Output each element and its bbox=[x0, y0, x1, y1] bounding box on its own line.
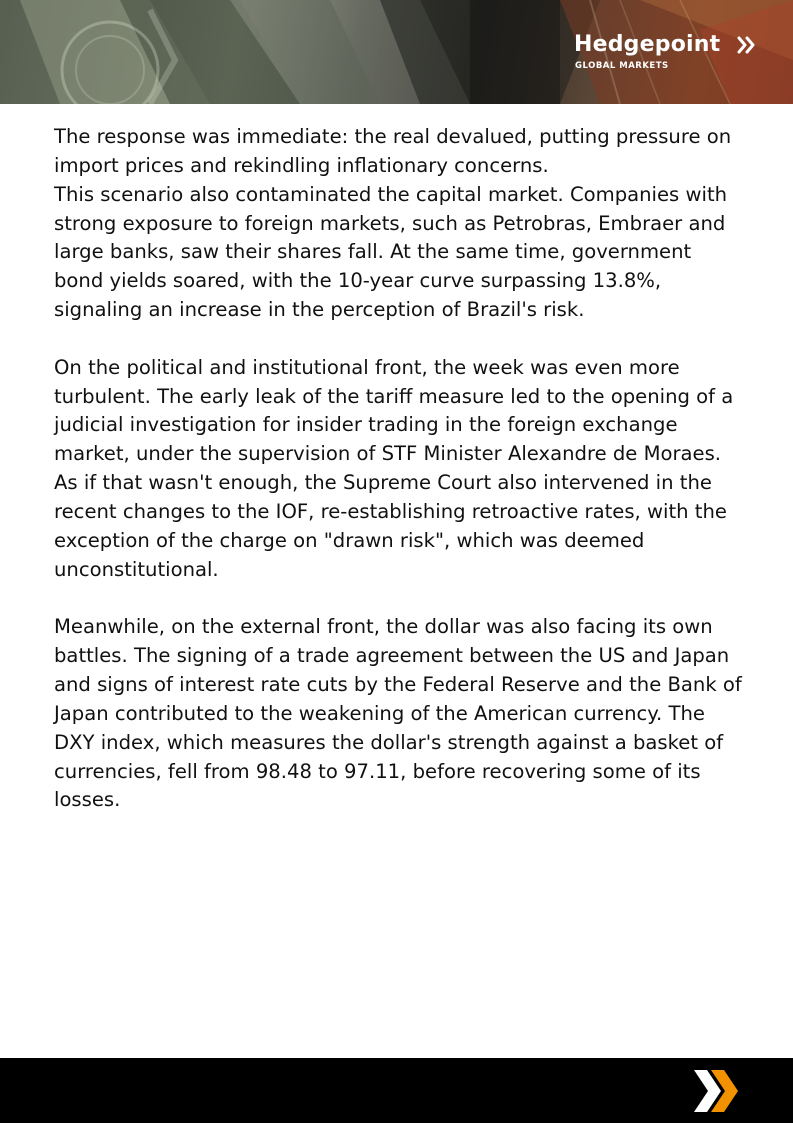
text-line: and signs of interest rate cuts by the Federal Reserve and the Bank of bbox=[54, 673, 742, 697]
text-line: large banks, saw their shares fall. At the same time, government bbox=[54, 240, 692, 264]
text-line: judicial investigation for insider trading in the foreign exchange bbox=[54, 413, 678, 437]
article-body bbox=[54, 123, 744, 815]
text-line: Japan contributed to the weakening of the American currency. The bbox=[54, 701, 705, 725]
brand-tagline: GLOBAL MARKETS bbox=[575, 61, 669, 71]
text-line: This scenario also contaminated the capital market. Companies with bbox=[54, 182, 728, 206]
text-line: battles. The signing of a trade agreement between the US and Japan bbox=[54, 644, 730, 668]
chevron-double-right-icon bbox=[737, 36, 757, 54]
text-line: The response was immediate: the real devalued, putting pressure on bbox=[54, 125, 732, 148]
text-line: market, under the supervision of STF Minister Alexandre de Moraes. bbox=[54, 442, 722, 466]
text-line: unconstitutional. bbox=[54, 557, 219, 581]
paragraph bbox=[54, 354, 744, 585]
hedgepoint-chevron-logo-icon bbox=[690, 1070, 740, 1112]
footer-bar bbox=[0, 1058, 793, 1123]
text-line: import prices and rekindling inflationary concerns. bbox=[54, 153, 549, 177]
text-line: signaling an increase in the perception of Brazil's risk. bbox=[54, 298, 585, 322]
text-line: losses. bbox=[54, 788, 121, 812]
text-line: bond yields soared, with the 10-year curve surpassing 13.8%, bbox=[54, 269, 662, 293]
paragraph bbox=[54, 613, 744, 815]
text-line: On the political and institutional front, the week was even more bbox=[54, 355, 680, 379]
text-line: As if that wasn't enough, the Supreme Court also intervened in the bbox=[54, 471, 712, 495]
paragraph-spacer bbox=[54, 585, 744, 614]
text-line: recent changes to the IOF, re-establishing retroactive rates, with the bbox=[54, 499, 727, 523]
text-line: currencies, fell from 98.48 to 97.11, before recovering some of its bbox=[54, 759, 701, 783]
text-line: DXY index, which measures the dollar's strength against a basket of bbox=[54, 730, 724, 754]
header-banner bbox=[0, 0, 793, 104]
paragraph bbox=[54, 123, 744, 325]
text-line: exception of the charge on "drawn risk", which was deemed bbox=[54, 528, 645, 552]
paragraph-spacer bbox=[54, 325, 744, 354]
text-line: Meanwhile, on the external front, the dollar was also facing its own bbox=[54, 615, 713, 639]
text-line: turbulent. The early leak of the tariff measure led to the opening of a bbox=[54, 384, 734, 408]
text-line: strong exposure to foreign markets, such as Petrobras, Embraer and bbox=[54, 211, 726, 235]
brand-name: Hedgepoint bbox=[574, 32, 721, 57]
